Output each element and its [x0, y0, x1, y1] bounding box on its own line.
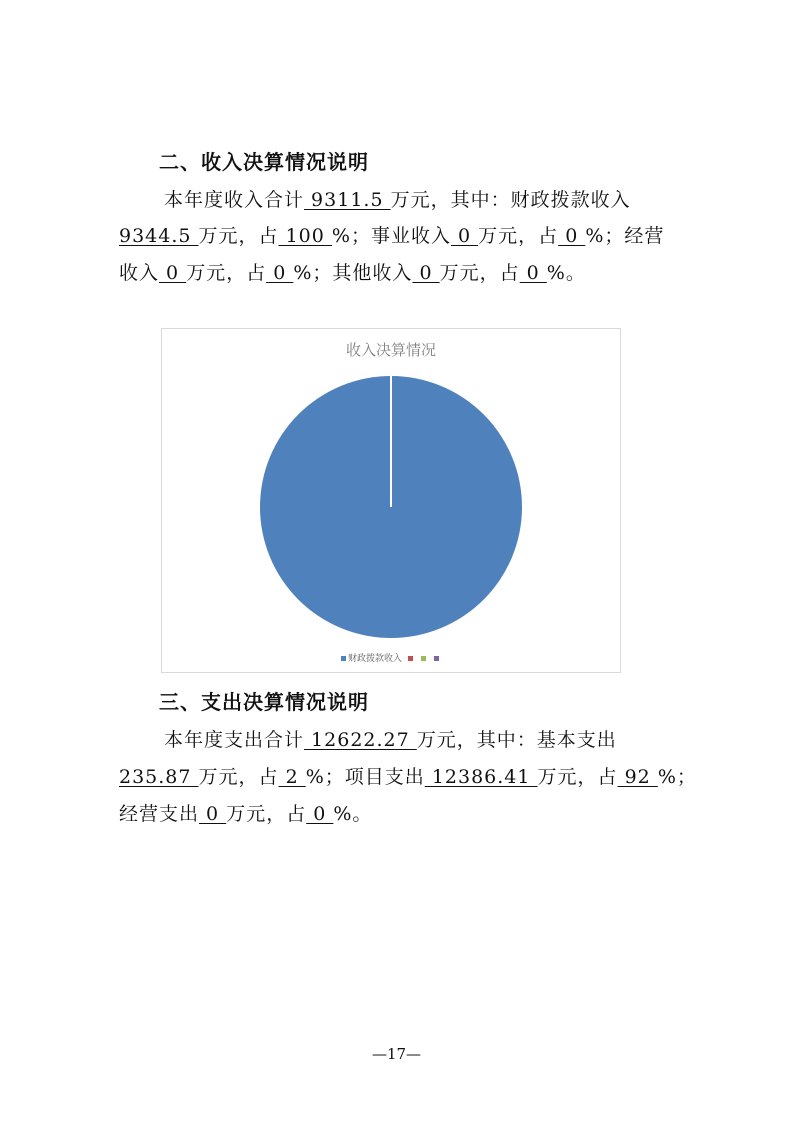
text: %；项目支出 — [305, 766, 425, 788]
legend-swatch — [434, 656, 439, 661]
business-income: 0 — [450, 225, 479, 247]
operating-income-pct: 0 — [266, 262, 294, 284]
text: %。 — [333, 803, 373, 825]
text: 本年度支出合计 — [164, 729, 305, 751]
total-income: 9311.5 — [304, 189, 391, 211]
basic-expenditure: 235.87 — [119, 766, 199, 788]
pie-svg — [162, 329, 620, 672]
text: 万元，占 — [226, 803, 307, 825]
project-expenditure-pct: 92 — [617, 766, 658, 788]
operating-income: 0 — [159, 262, 187, 284]
legend-item-2 — [421, 654, 428, 664]
fiscal-income: 9344.5 — [119, 225, 199, 247]
operating-expenditure-pct: 0 — [306, 803, 334, 825]
other-income-pct: 0 — [519, 262, 547, 284]
text: 万元，占 — [186, 262, 267, 284]
income-line-1 — [164, 185, 631, 212]
legend-swatch — [421, 656, 426, 661]
text: %；经营 — [585, 225, 665, 247]
text: %。 — [546, 262, 586, 284]
legend-item-3 — [434, 654, 441, 664]
income-line-2 — [119, 221, 664, 248]
income-pie-chart — [161, 328, 621, 673]
expenditure-line-1 — [164, 725, 617, 752]
text: 万元，占 — [537, 766, 618, 788]
page-number: —17— — [371, 1045, 422, 1063]
legend-item-0 — [341, 651, 402, 664]
text: 万元，其中：基本支出 — [416, 729, 617, 751]
income-section-heading: 二、收入决算情况说明 — [159, 150, 369, 174]
legend-swatch — [408, 656, 413, 661]
text: 万元，占 — [439, 262, 520, 284]
text: %；其他收入 — [293, 262, 413, 284]
text: 万元，占 — [198, 225, 279, 247]
chart-legend — [162, 651, 620, 664]
text: 万元，其中：财政拨款收入 — [390, 189, 631, 211]
text: 经营支出 — [119, 803, 200, 825]
expenditure-line-3 — [119, 799, 372, 826]
fiscal-income-pct: 100 — [278, 225, 332, 247]
other-income: 0 — [412, 262, 440, 284]
income-line-3 — [119, 258, 586, 285]
text: 本年度收入合计 — [164, 189, 305, 211]
expenditure-line-2 — [119, 762, 697, 789]
operating-expenditure: 0 — [199, 803, 227, 825]
text: %； — [657, 766, 697, 788]
total-expenditure: 12622.27 — [304, 729, 417, 751]
expenditure-section-heading: 三、支出决算情况说明 — [159, 690, 369, 714]
legend-label: 财政拨款收入 — [347, 654, 402, 664]
basic-expenditure-pct: 2 — [278, 766, 306, 788]
legend-item-1 — [408, 654, 415, 664]
business-income-pct: 0 — [558, 225, 586, 247]
text: 万元，占 — [478, 225, 559, 247]
legend-swatch — [341, 656, 346, 661]
text: 万元，占 — [198, 766, 279, 788]
project-expenditure: 12386.41 — [424, 766, 538, 788]
text: %；事业收入 — [331, 225, 451, 247]
chart-title: 收入决算情况 — [345, 341, 436, 359]
text: 收入 — [119, 262, 160, 284]
